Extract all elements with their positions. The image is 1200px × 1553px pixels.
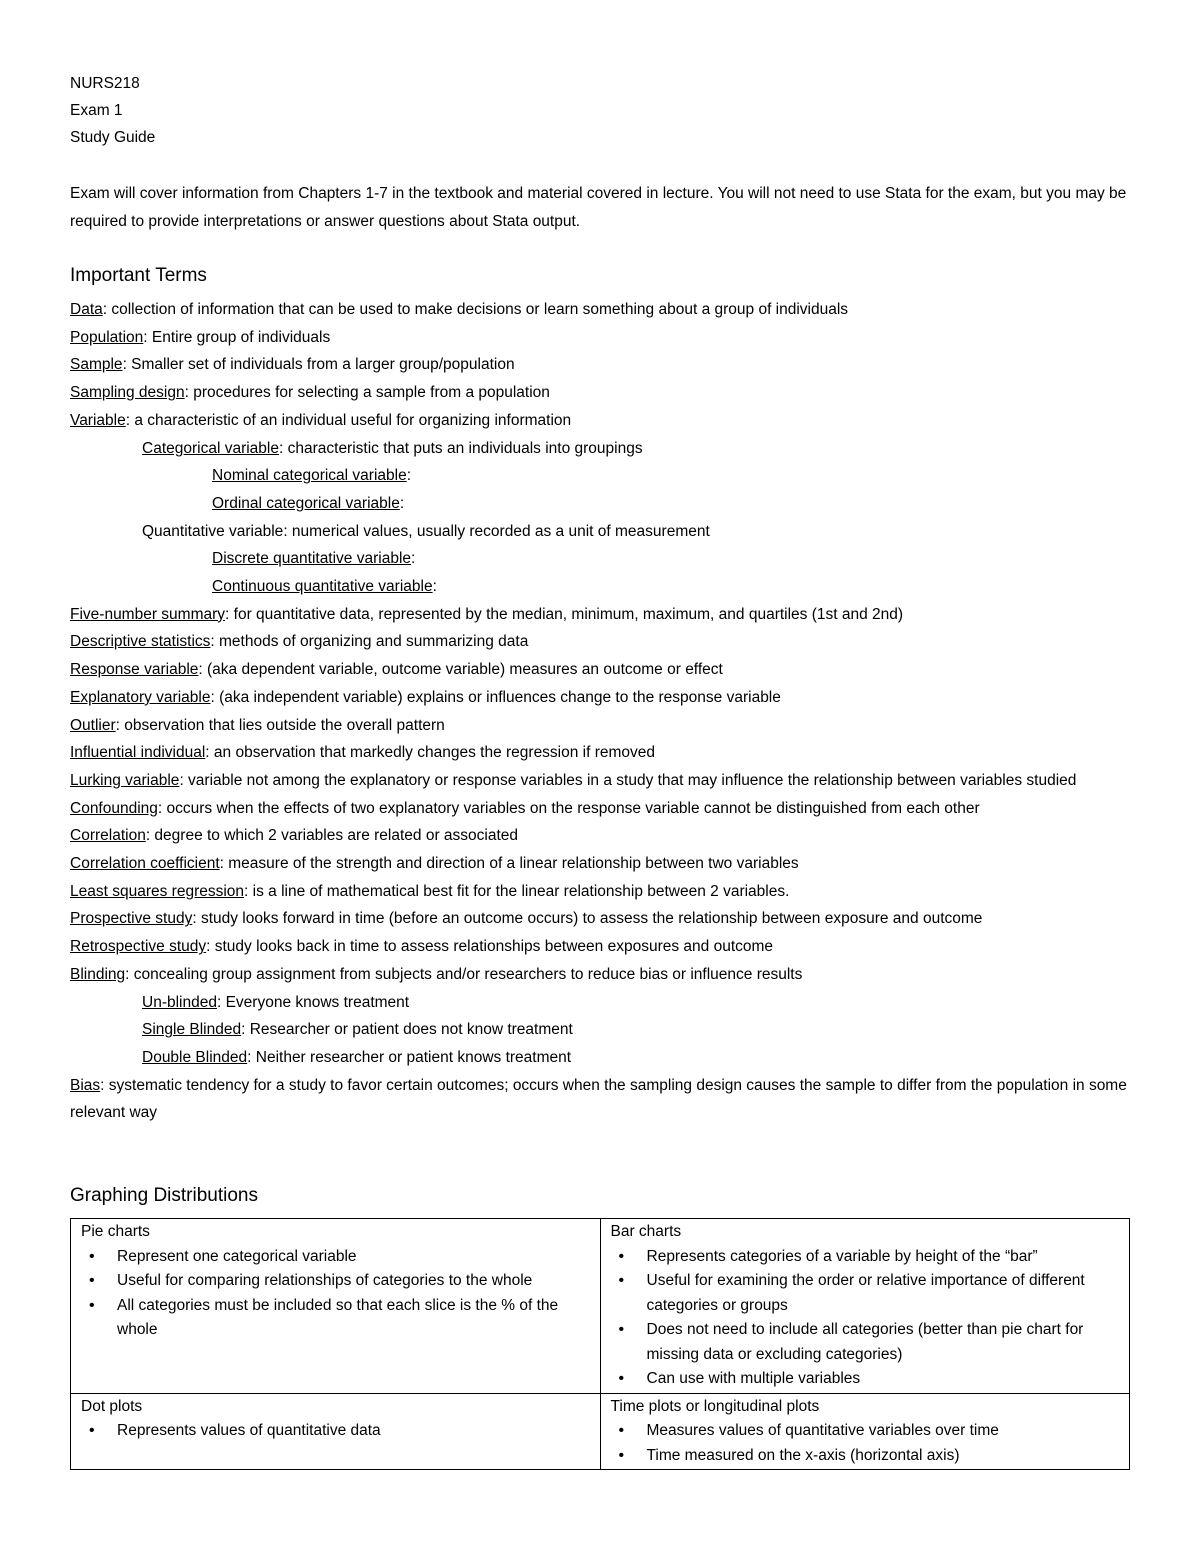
- term-entry: [70, 905, 1140, 933]
- term-name: Outlier: [70, 716, 116, 734]
- chart-type-title: Dot plots: [81, 1397, 143, 1415]
- term-entry: [70, 324, 1140, 352]
- term-entry: [70, 739, 1140, 767]
- term-entry: [70, 407, 1140, 435]
- term-definition: : for quantitative data, represented by the median, minimum, maximum, and quartiles (1st and 2nd): [225, 605, 904, 623]
- bullet-list: [81, 1419, 590, 1444]
- term-definition: :: [432, 578, 437, 596]
- term-name: Double Blinded: [142, 1048, 248, 1066]
- term-definition: : (aka dependent variable, outcome variable) measures an outcome or effect: [198, 661, 723, 679]
- term-entry: [70, 989, 1140, 1017]
- term-definition: : an observation that markedly changes the regression if removed: [205, 744, 656, 762]
- graphing-table-row: [71, 1393, 1130, 1470]
- term-definition: : is a line of mathematical best fit for the linear relationship between 2 variables.: [244, 882, 790, 900]
- term-definition: :: [399, 494, 405, 512]
- term-definition: : a characteristic of an individual useful for organizing information: [125, 411, 572, 429]
- course-code: NURS218: [70, 75, 140, 92]
- term-definition: :: [406, 467, 412, 485]
- term-entry: [70, 379, 1140, 407]
- term-entry: [70, 850, 1140, 878]
- term-entry: [70, 656, 1140, 684]
- term-entry: [70, 712, 1140, 740]
- term-name: Influential individual: [70, 744, 206, 762]
- bullet-list: [81, 1245, 590, 1343]
- term-definition: : procedures for selecting a sample from a population: [184, 384, 550, 402]
- term-name: Blinding: [70, 965, 126, 983]
- term-definition: : methods of organizing and summarizing data: [210, 633, 529, 651]
- guide-title: Study Guide: [70, 129, 156, 146]
- document-header: [70, 70, 155, 151]
- term-definition: : study looks forward in time (before an outcome occurs) to assess the relationship between exposure and outcome: [192, 910, 983, 928]
- term-entry: [70, 573, 1140, 601]
- term-name: Retrospective study: [70, 938, 207, 956]
- graphing-table-cell: [600, 1219, 1130, 1394]
- bullet-item: • Useful for examining the order or relative importance of different categories or groups: [647, 1269, 1120, 1318]
- term-definition: :: [411, 550, 416, 568]
- chart-type-title: Bar charts: [610, 1223, 682, 1240]
- bullet-item: • Can use with multiple variables: [647, 1367, 1120, 1392]
- bullet-list: [611, 1419, 1120, 1468]
- term-definition: : concealing group assignment from subjects and/or researchers to reduce bias or influence results: [125, 965, 803, 983]
- term-entry: [70, 684, 1140, 712]
- graphing-table-cell: [600, 1393, 1130, 1470]
- term-name: Sample: [70, 356, 123, 374]
- term-name: Discrete quantitative variable: [212, 550, 412, 568]
- term-entry: [70, 601, 1140, 629]
- intro-paragraph: Exam will cover information from Chapters 1-7 in the textbook and material covered in lecture. You will not need to use Stata for the exam, but you may be required to provide interpretations or answer questions about Stata output.: [70, 185, 1127, 230]
- term-entry: [70, 296, 1140, 324]
- term-definition: : numerical values, usually recorded as a unit of measurement: [283, 522, 710, 540]
- term-entry: [70, 490, 1140, 518]
- term-name: Single Blinded: [142, 1021, 242, 1039]
- term-name: Population: [70, 328, 144, 346]
- term-definition: : measure of the strength and direction of a linear relationship between two variables: [219, 855, 799, 873]
- term-definition: : occurs when the effects of two explanatory variables on the response variable cannot be distinguished from each other: [157, 799, 980, 817]
- term-entry: [70, 1016, 1140, 1044]
- bullet-item: • Time measured on the x-axis (horizontal axis): [647, 1444, 1120, 1469]
- bullet-item: • Useful for comparing relationships of categories to the whole: [117, 1269, 590, 1294]
- term-definition: : characteristic that puts an individuals into groupings: [279, 439, 643, 457]
- graphing-table-row: [71, 1219, 1130, 1394]
- term-entry: [70, 351, 1140, 379]
- term-name: Data: [70, 301, 103, 318]
- chart-type-title: Pie charts: [81, 1223, 150, 1240]
- term-definition: : systematic tendency for a study to favor certain outcomes; occurs when the sampling design causes the sample to differ from the population in some relevant way: [70, 1076, 1127, 1122]
- term-name: Least squares regression: [70, 882, 245, 900]
- term-entry: [70, 1072, 1140, 1127]
- term-entry: [70, 822, 1140, 850]
- term-name: Confounding: [70, 799, 158, 817]
- term-entry: [70, 767, 1140, 795]
- term-name: Continuous quantitative variable: [212, 578, 433, 596]
- term-definition: : Researcher or patient does not know treatment: [241, 1021, 573, 1039]
- term-definition: : collection of information that can be used to make decisions or learn something about a group of individuals: [102, 301, 849, 318]
- term-name: Sampling design: [70, 384, 185, 402]
- term-name: Quantitative variable: [142, 522, 284, 540]
- term-entry: [70, 628, 1140, 656]
- term-entry: [70, 1044, 1140, 1072]
- term-entry: [70, 545, 1140, 573]
- term-entry: [70, 961, 1140, 989]
- term-name: Un-blinded: [142, 993, 217, 1011]
- term-definition: : degree to which 2 variables are related or associated: [145, 827, 519, 845]
- term-name: Five-number summary: [70, 605, 226, 623]
- bullet-list: [611, 1245, 1120, 1392]
- term-name: Ordinal categorical variable: [212, 494, 400, 512]
- graphing-distributions-heading: Graphing Distributions: [70, 1185, 258, 1206]
- bullet-item: • All categories must be included so that each slice is the % of the whole: [117, 1294, 590, 1343]
- term-definition: : Everyone knows treatment: [216, 993, 410, 1011]
- bullet-item: • Represents values of quantitative data: [117, 1419, 590, 1444]
- term-entry: [70, 518, 1140, 546]
- term-name: Explanatory variable: [70, 688, 211, 706]
- bullet-item: • Measures values of quantitative variables over time: [647, 1419, 1120, 1444]
- bullet-item: • Represents categories of a variable by height of the “bar”: [647, 1245, 1120, 1270]
- term-name: Prospective study: [70, 910, 193, 928]
- graphing-table-cell: [71, 1393, 601, 1470]
- term-entry: [70, 878, 1140, 906]
- term-definition: : study looks back in time to assess relationships between exposures and outcome: [206, 938, 774, 956]
- term-definition: : Entire group of individuals: [143, 328, 331, 346]
- term-definition: : (aka independent variable) explains or influences change to the response variable: [210, 688, 781, 706]
- term-name: Categorical variable: [142, 439, 279, 457]
- term-name: Variable: [70, 411, 126, 429]
- term-entry: [70, 795, 1140, 823]
- term-name: Descriptive statistics: [70, 633, 211, 651]
- term-name: Lurking variable: [70, 771, 180, 789]
- term-definition: : Smaller set of individuals from a larger group/population: [122, 356, 515, 374]
- term-definition: : observation that lies outside the overall pattern: [115, 716, 445, 734]
- graphing-table: [70, 1218, 1130, 1470]
- term-entry: [70, 462, 1140, 490]
- terms-list: [70, 296, 1140, 1127]
- exam-title: Exam 1: [70, 102, 123, 119]
- term-definition: : Neither researcher or patient knows treatment: [247, 1048, 572, 1066]
- chart-type-title: Time plots or longitudinal plots: [610, 1397, 820, 1415]
- important-terms-heading: Important Terms: [70, 265, 207, 286]
- graphing-table-cell: [71, 1219, 601, 1394]
- term-name: Correlation coefficient: [70, 855, 220, 873]
- bullet-item: • Represent one categorical variable: [117, 1245, 590, 1270]
- term-name: Response variable: [70, 661, 199, 679]
- term-definition: : variable not among the explanatory or response variables in a study that may influence the relationship between variables studied: [179, 771, 1077, 789]
- term-name: Bias: [70, 1076, 101, 1094]
- term-entry: [70, 933, 1140, 961]
- term-name: Nominal categorical variable: [212, 467, 407, 485]
- term-entry: [70, 435, 1140, 463]
- bullet-item: • Does not need to include all categories (better than pie chart for missing data or excluding categories): [647, 1318, 1120, 1367]
- term-name: Correlation: [70, 827, 146, 845]
